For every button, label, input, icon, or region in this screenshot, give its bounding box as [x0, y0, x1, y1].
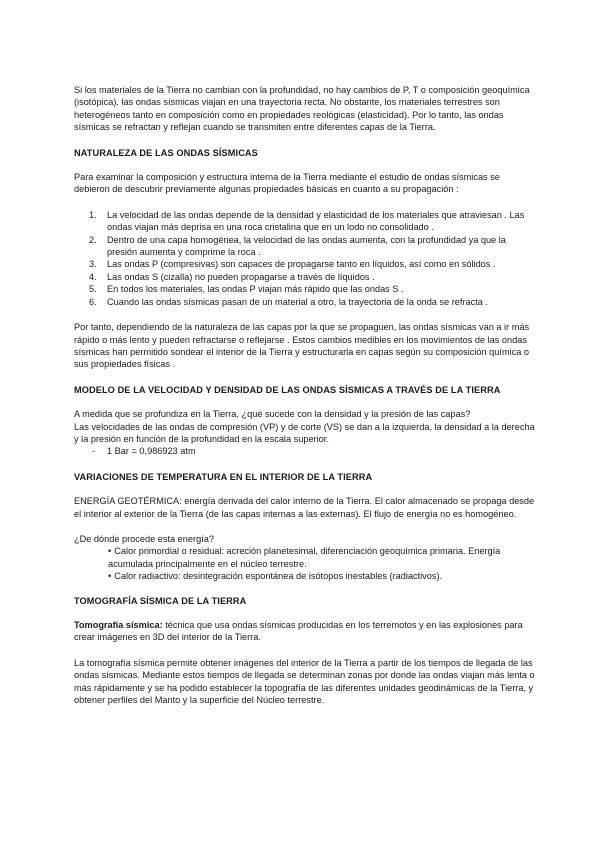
- propagation-properties-list: [74, 209, 536, 308]
- list-item: 6. Cuando las ondas sísmicas pasan de un material a otro, la trayectoria de la onda se refracta .: [89, 296, 488, 307]
- energy-source-list: [74, 545, 536, 582]
- heading-temperatura: VARIACIONES DE TEMPERATURA EN EL INTERIOR DE LA TIERRA: [74, 471, 373, 482]
- velocity-description: Las velocidades de las ondas de compresión (VP) y de corte (VS) se dan a la izquierda, la densidad a la derecha y la presión en función de la profundidad en la escala superior.: [74, 421, 535, 444]
- geothermal-paragraph: ENERGÍA GEOTÉRMICA: energía derivada del calor interno de la Tierra. El calor almacenado se propaga desde el interior al exterior de la Tierra (de las capas internas a las externas). El flujo de energía no es homogéneo.: [74, 496, 535, 519]
- tomography-definition: Tomografía sísmica: técnica que usa ondas sísmicas producidas en los terremotos y en las explosiones para crear imágenes en 3D del interior de la Tierra.: [74, 620, 523, 643]
- list-item: 1. La velocidad de las ondas depende de la densidad y elasticidad de los materiales que atraviesan . Las ondas viajan más deprisa en una roca cristalina que en un lodo no consolidado .: [89, 209, 525, 233]
- tomography-paragraph: La tomografía sísmica permite obtener imágenes del interior de la Tierra a partir de los tiempos de llegada de las ondas sísmicas. Mediante estos tiempos de llegada se determinan zonas por donde las ondas viajan más lenta o más rápidamente y se ha podido establecer la topografía de las diferentes unidades geodinámicas de la Tierra, y obtener perfiles del Manto y la superficie del Núcleo terrestre.: [74, 657, 535, 706]
- list-item: • Calor radiactivo: desintegración espontánea de isótopos inestables (radiactivos).: [108, 571, 443, 582]
- heading-modelo: MODELO DE LA VELOCIDAD Y DENSIDAD DE LAS ONDAS SÍSMICAS A TRAVÉS DE LA TIERRA: [74, 384, 501, 395]
- list-item: 5. En todos los materiales, las ondas P viajan más rápido que las ondas S .: [89, 284, 404, 295]
- energy-source-question: ¿De dónde procede esta energía?: [74, 533, 214, 544]
- heading-tomografia: TOMOGRAFÍA SÍSMICA DE LA TIERRA: [74, 595, 247, 606]
- conversion-item: - 1 Bar = 0,986923 atm: [92, 446, 196, 457]
- conclusion-paragraph: Por tanto, dependiendo de la naturaleza de las capas por la que se propaguen, las ondas sísmicas van a ir más rápido o más lento y pueden refractarse o reflejarse . Estos cambios medibles en los movimientos de las ondas sísmicas han permitido sondear el interior de la Tierra y estructurarla en capas según su composición química o sus propiedades físicas .: [74, 322, 530, 370]
- intro-paragraph: Si los materiales de la Tierra no cambian con la profundidad, no hay cambios de P, T o composición geoquímica (isotópica), las ondas sísmicas viajan en una trayectoria recta. No obstante, los materiales terrestres son heterogéneos tanto en composición como en propiedades reológicas (elasticidad). Por lo tanto, las ondas sísmicas se refractan y reflejan cuando se transmiten entre diferentes capas de la Tierra.: [74, 85, 530, 133]
- list-item: 2. Dentro de una capa homogénea, la velocidad de las ondas aumenta, con la profundidad ya que la presión aumenta y comprime la roca .: [89, 234, 506, 258]
- list-item: 4. Las ondas S (cizalla) no pueden propagarse a través de líquidos .: [89, 271, 375, 282]
- density-question: A medida que se profundiza en la Tierra, ¿qué sucede con la densidad y la presión de las capas?: [74, 409, 471, 420]
- heading-naturaleza: NATURALEZA DE LAS ONDAS SÍSMICAS: [74, 147, 258, 158]
- propagation-intro-paragraph: Para examinar la composición y estructura interna de la Tierra mediante el estudio de ondas sísmicas se debieron de descubrir previamente algunas propiedades básicas en cuanto a su propagación :: [74, 172, 500, 195]
- definition-term: Tomografía sísmica:: [74, 620, 163, 630]
- list-item: 3. Las ondas P (compresivas) son capaces de propagarse tanto en líquidos, así como en sólidos .: [89, 259, 496, 270]
- list-item: • Calor primordial o residual: acreción planetesimal, diferenciación geoquímica primaria. Energía acumulada principalmente en el núcleo terrestre.: [108, 546, 501, 569]
